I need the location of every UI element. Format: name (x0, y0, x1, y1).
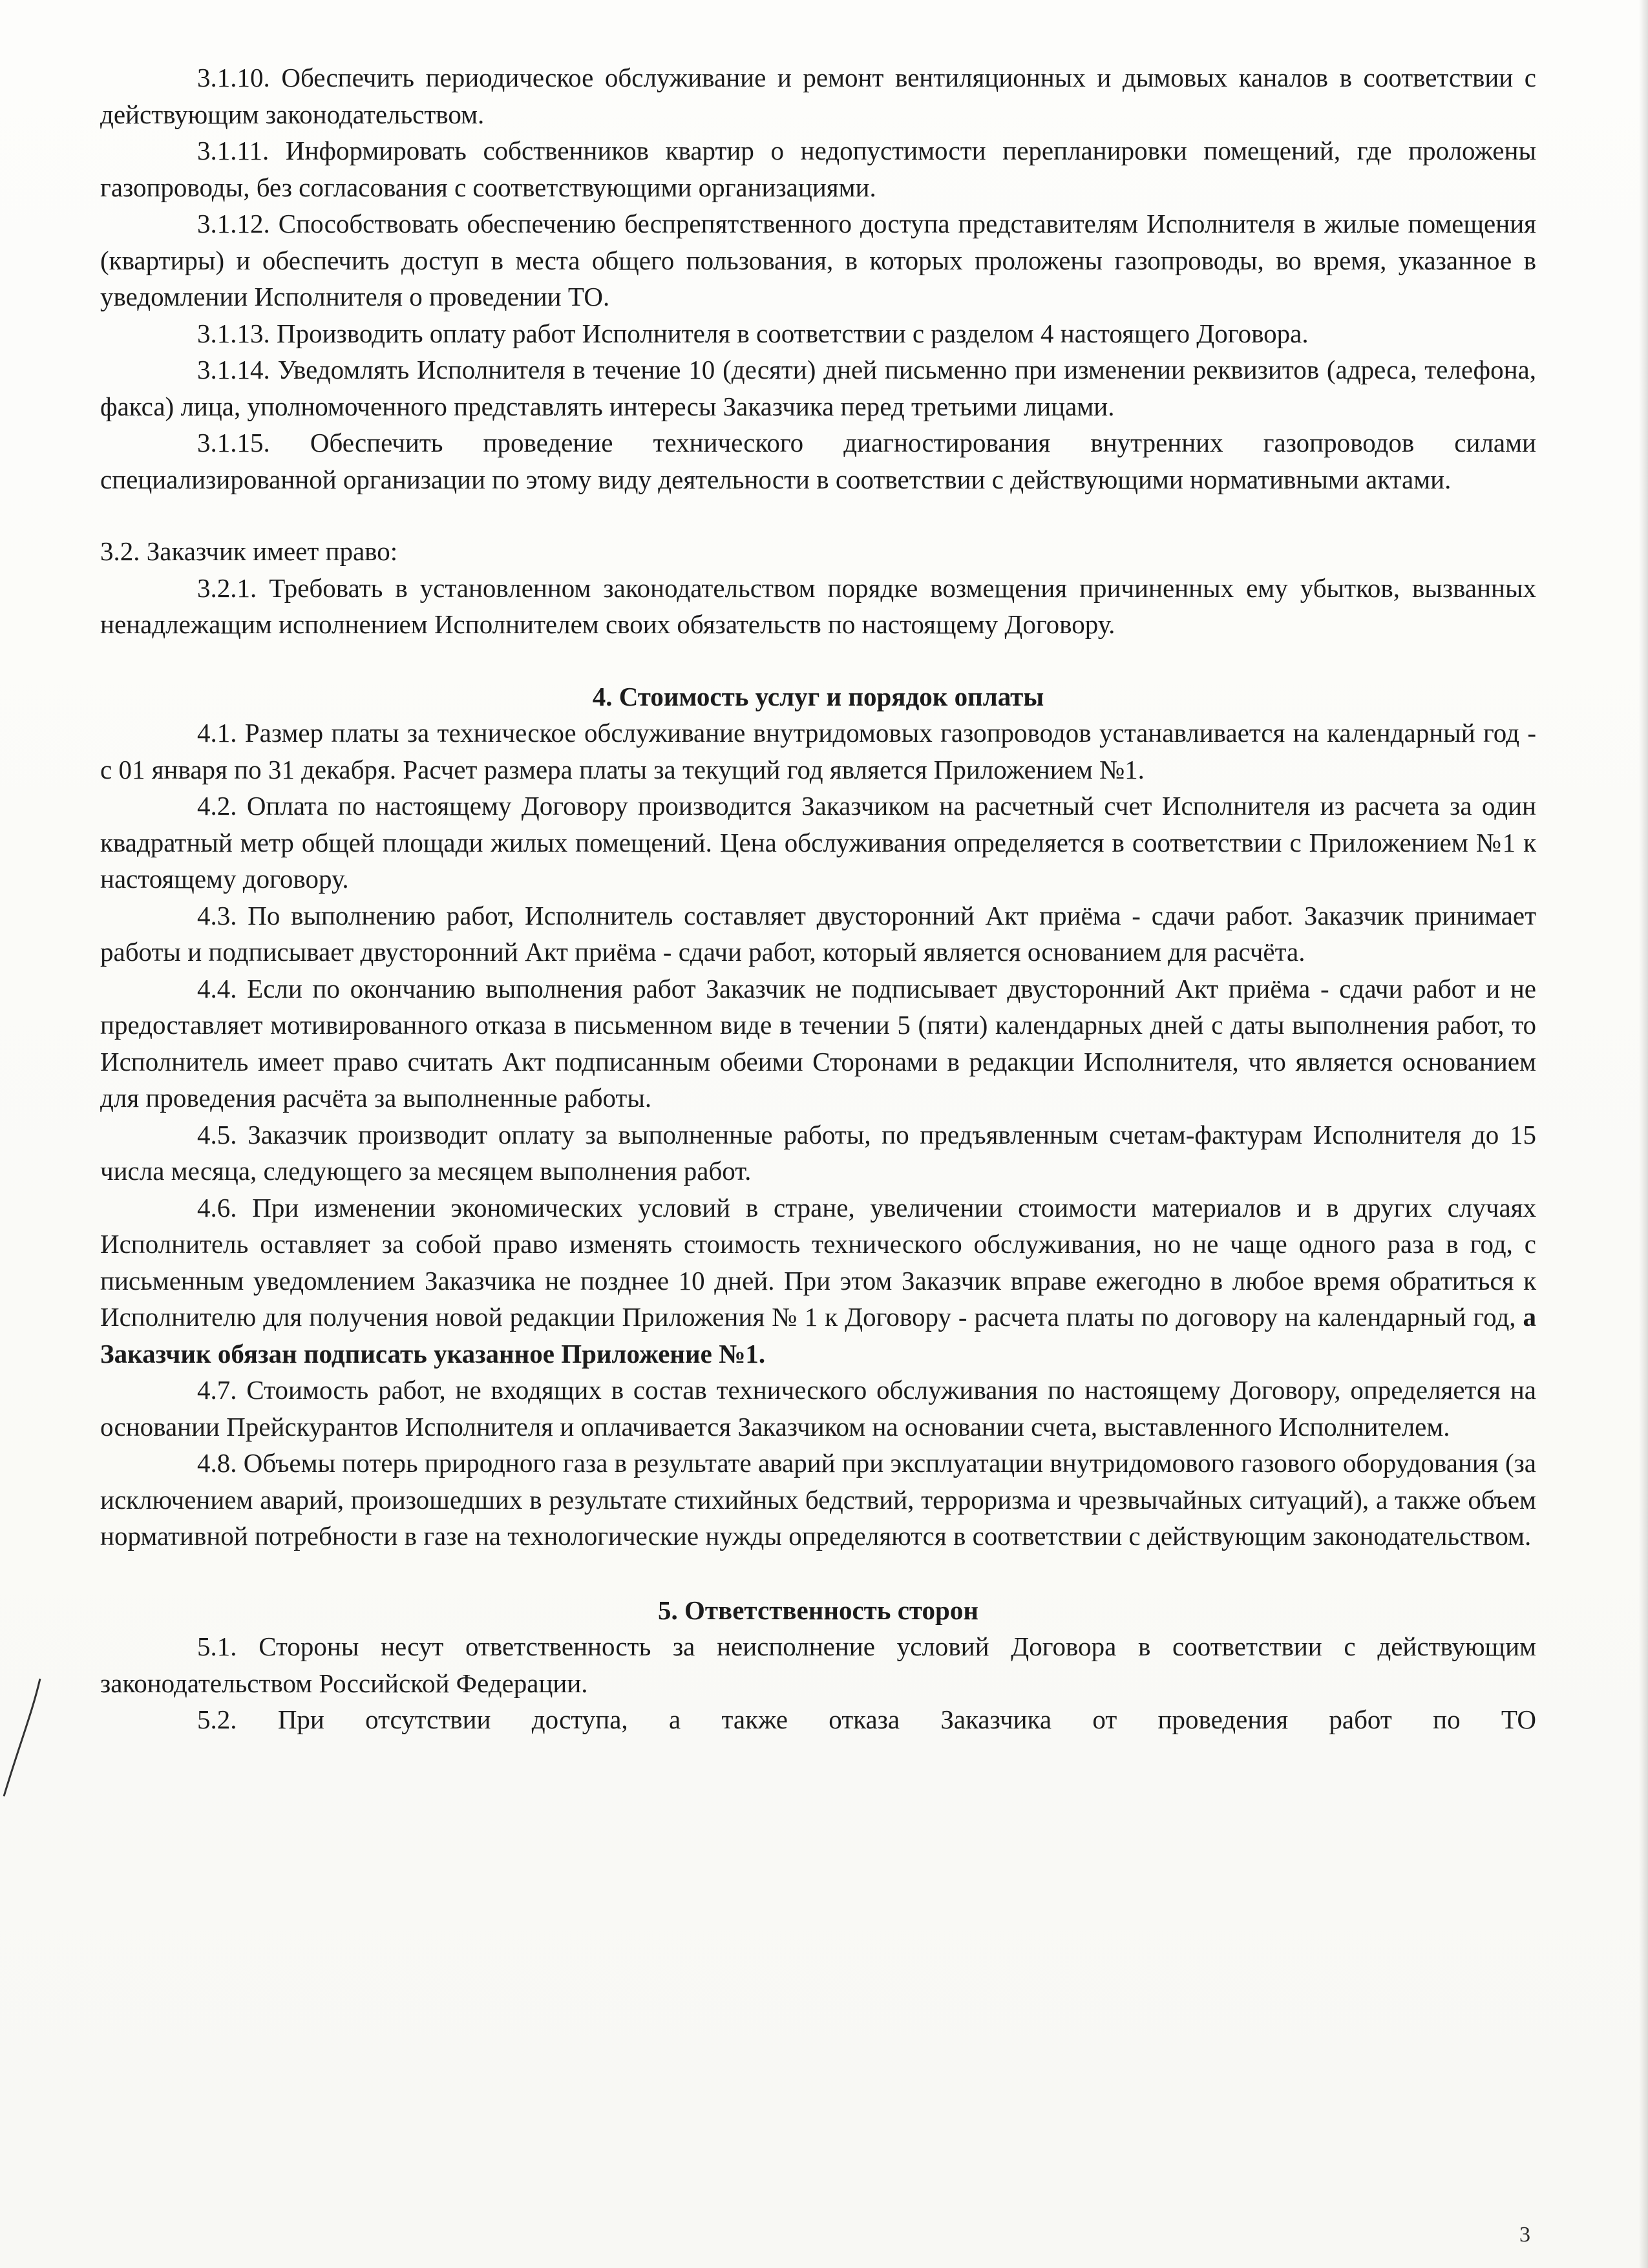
clause-3-2-1: 3.2.1. Требовать в установленном законодательством порядке возмещения причиненных ему убытков, вызванных ненадлежащим исполнением Исполнителем своих обязательств по настоящему Договору. (100, 572, 1536, 639)
section-4-title: 4. Стоимость услуг и порядок оплаты (592, 681, 1044, 711)
clause-4-6-bold-text: а Заказчик обязан подписать указанное Приложение №1. (100, 1302, 1536, 1369)
section-5-title: 5. Ответственность сторон (658, 1595, 978, 1625)
clause-4-6-text: 4.6. При изменении экономических условий в стране, увеличении стоимости материалов и в других случаях Исполнитель оставляет за собой право изменять стоимость технического обслуживания, но не чаще одного раза в год, с письменным уведомлением Заказчика не позднее 10 дней. При этом Заказчик вправе ежегодно в любое время обратиться к Исполнителю для получения новой редакции Приложения № 1 к Договору - расчета платы по договору на календарный год, (100, 1192, 1536, 1332)
clause-4-4: 4.4. Если по окончанию выполнения работ Заказчик не подписывает двусторонний Акт приёма - сдачи работ и не предоставляет мотивированного отказа в письменном виде в течении 5 (пяти) календарных дней с даты выполнения работ, то Исполнитель имеет право считать Акт подписанным обеими Сторонами в редакции Исполнителя, что является основанием для проведения расчёта за выполненные работы. (100, 973, 1536, 1113)
spacer (100, 498, 1536, 533)
clause-4-6 (100, 1190, 1536, 1372)
clause-4-2: 4.2. Оплата по настоящему Договору производится Заказчиком на расчетный счет Исполнителя из расчета за один квадратный метр общей площади жилых помещений. Цена обслуживания определяется в соответствии с Приложением №1 к настоящему договору. (100, 791, 1536, 894)
margin-pen-mark (0, 1674, 45, 1803)
clause-5-2: 5.2. При отсутствии доступа, а также отказа Заказчика от проведения работ по ТО (197, 1705, 1536, 1734)
clause-4-1: 4.1. Размер платы за техническое обслуживание внутридомовых газопроводов устанавливается на календарный год - с 01 января по 31 декабря. Расчет размера платы за текущий год является Приложением №1. (100, 718, 1536, 784)
clause-3-1-13: 3.1.13. Производить оплату работ Исполнителя в соответствии с разделом 4 настоящего Договора. (197, 318, 1309, 348)
clause-3-1-10: 3.1.10. Обеспечить периодическое обслуживание и ремонт вентиляционных и дымовых каналов в соответствии с действующим законодательством. (100, 63, 1536, 129)
clause-4-5: 4.5. Заказчик производит оплату за выполненные работы, по предъявленным счетам-фактурам Исполнителя до 15 числа месяца, следующего за месяцем выполнения работ. (100, 1119, 1536, 1186)
clause-3-1-11: 3.1.11. Информировать собственников квартир о недопустимости перепланировки помещений, где проложены газопроводы, без согласования с соответствующими организациями. (100, 136, 1536, 202)
page-number: 3 (1519, 2223, 1530, 2247)
clause-3-2-heading: 3.2. Заказчик имеет право: (100, 536, 398, 566)
spacer (100, 1555, 1536, 1592)
page-edge-shadow (1639, 0, 1648, 2268)
clause-3-1-15: 3.1.15. Обеспечить проведение технического диагностирования внутренних газопроводов силами специализированной организации по этому виду деятельности в соответствии с действующими нормативными актами. (100, 428, 1536, 494)
document-body (100, 59, 1536, 1738)
clause-4-7: 4.7. Стоимость работ, не входящих в состав технического обслуживания по настоящему Договору, определяется на основании Прейскурантов Исполнителя и оплачивается Заказчиком на основании счета, выставленного Исполнителем. (100, 1375, 1536, 1442)
spacer (100, 643, 1536, 678)
clause-4-3: 4.3. По выполнению работ, Исполнитель составляет двусторонний Акт приёма - сдачи работ. Заказчик принимает работы и подписывает двусторонний Акт приёма - сдачи работ, который является основанием для расчёта. (100, 900, 1536, 967)
clause-3-1-12: 3.1.12. Способствовать обеспечению беспрепятственного доступа представителям Исполнителя в жилые помещения (квартиры) и обеспечить доступ в места общего пользования, в которых проложены газопроводы, во время, указанное в уведомлении Исполнителя о проведении ТО. (100, 209, 1536, 311)
clause-3-1-14: 3.1.14. Уведомлять Исполнителя в течение 10 (десяти) дней письменно при изменении реквизитов (адреса, телефона, факса) лица, уполномоченного представлять интересы Заказчика перед третьими лицами. (100, 355, 1536, 421)
clause-5-1: 5.1. Стороны несут ответственность за неисполнение условий Договора в соответствии с действующим законодательством Российской Федерации. (100, 1632, 1536, 1698)
clause-4-8: 4.8. Объемы потерь природного газа в результате аварий при эксплуатации внутридомового газового оборудования (за исключением аварий, произошедших в результате стихийных бедствий, терроризма и чрезвычайных ситуаций), а также объем нормативной потребности в газе на технологические нужды определяются в соответствии с действующим законодательством. (100, 1448, 1536, 1551)
